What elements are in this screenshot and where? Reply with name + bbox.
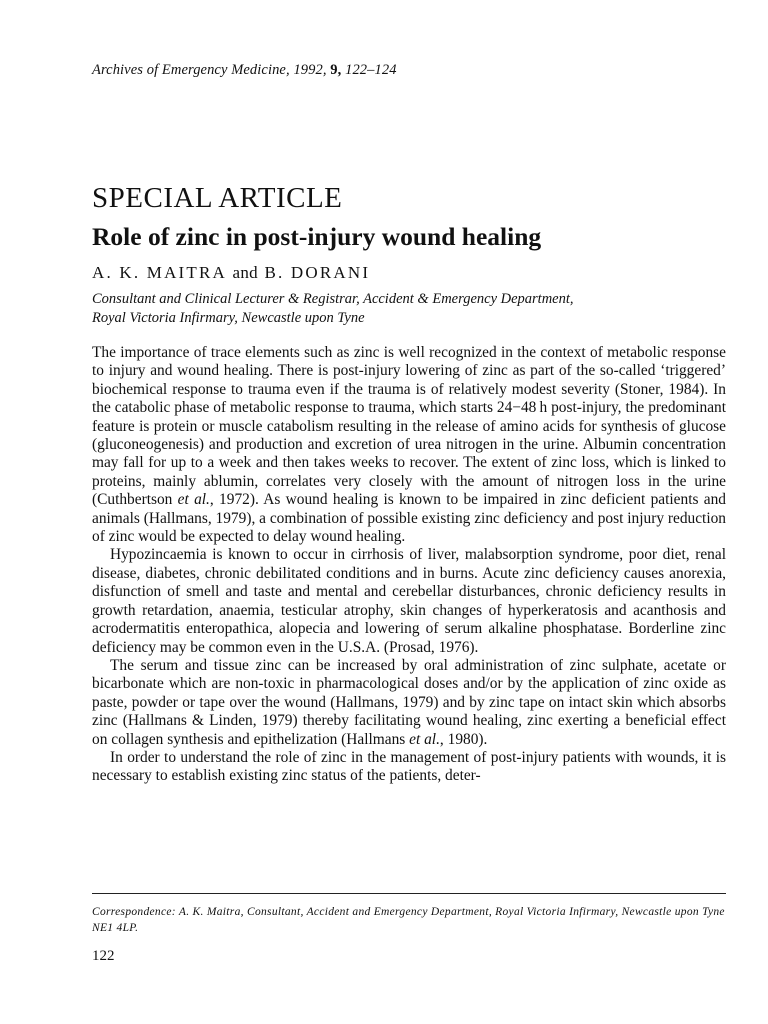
journal-year: 1992, [293, 62, 327, 78]
body-paragraph-1-text-a: The importance of trace elements such as zinc is well recognized in the context of metabolic response to injury and wound healing. There is post-injury lowering of zinc as part of the so-called ‘triggered’ biochemical response to trauma even if the trauma is of relatively modest severity (Stoner, 1984). In the catabolic phase of metabolic response to trauma, which starts 24−48 h post-injury, the predominant feature is protein or muscle catabolism resulting in the release of amino acids for synthesis of glucose (gluconeogenesis) and production and excretion of urea nitrogen in the urine. Albumin concentration may fall for up to a week and then takes weeks to recover. The extent of zinc loss, which is linked to proteins, mainly ablumin, correlates very closely with the amount of nitrogen loss in the urine (Cuthbertson [92, 344, 726, 509]
running-head [92, 62, 397, 79]
body-paragraph-1 [92, 344, 726, 546]
author-line [92, 263, 370, 283]
journal-name: Archives of Emergency Medicine, [92, 62, 290, 78]
affiliation-line-1: Consultant and Clinical Lecturer & Registrar, Accident & Emergency Department, [92, 291, 574, 307]
body-paragraph-3-text-b: , 1980). [439, 730, 488, 748]
journal-pages: 122–124 [345, 62, 397, 78]
body-paragraph-1-text-b: , 1972). As wound healing is known to be impaired in zinc deficient patients and animals (Hallmans, 1979), a combination of possible existing zinc deficiency and post injury reduction of zinc would be expected to delay wound healing. [92, 491, 726, 546]
body-paragraph-3-etal: et al. [409, 730, 440, 748]
body-paragraph-2: Hypozincaemia is known to occur in cirrhosis of liver, malabsorption syndrome, poor diet, renal disease, diabetes, chronic debilitated conditions and in burns. Acute zinc deficiency causes anorexia, disfunction of smell and taste and mental and cerebellar disturbances, chronic deficiency results in growth retardation, anaemia, testicular atrophy, skin changes of hyperkeratosis and acanthosis and acrodermatitis enteropathica, alopecia and lowering of serum alkaline phosphatase. Borderline zinc deficiency may be common even in the U.S.A. (Prosad, 1976). [92, 546, 726, 656]
author-affiliation [92, 290, 732, 328]
body-paragraph-4: In order to understand the role of zinc in the management of post-injury patients with wounds, it is necessary to establish existing zinc status of the patients, deter- [92, 748, 726, 785]
body-paragraph-1-etal: et al. [177, 491, 210, 509]
article-body [92, 344, 726, 786]
body-paragraph-3 [92, 657, 726, 749]
body-paragraph-3-text-a: The serum and tissue zinc can be increased by oral administration of zinc sulphate, acetate or bicarbonate which are non-toxic in pharmacological doses and/or by the application of zinc oxide as paste, powder or tape over the wound (Hallmans, 1979) and by zinc tape on intact skin which absorbs zinc (Hallmans & Linden, 1979) thereby facilitating wound healing, zinc exerting a beneficial effect on collagen synthesis and epithelization (Hallmans [92, 656, 726, 748]
affiliation-line-2: Royal Victoria Infirmary, Newcastle upon Tyne [92, 310, 365, 326]
correspondence-footnote: Correspondence: A. K. Maitra, Consultant, Accident and Emergency Department, Royal Victoria Infirmary, Newcastle upon Tyne NE1 4LP. [92, 906, 725, 934]
author-2: B. DORANI [264, 263, 371, 282]
page-number: 122 [92, 948, 115, 964]
author-1: A. K. MAITRA [92, 263, 227, 282]
footnote-divider [92, 893, 726, 894]
journal-volume: 9, [330, 62, 342, 78]
author-join: and [232, 263, 258, 282]
article-title: Role of zinc in post-injury wound healing [92, 222, 542, 251]
article-kicker: SPECIAL ARTICLE [92, 182, 343, 214]
